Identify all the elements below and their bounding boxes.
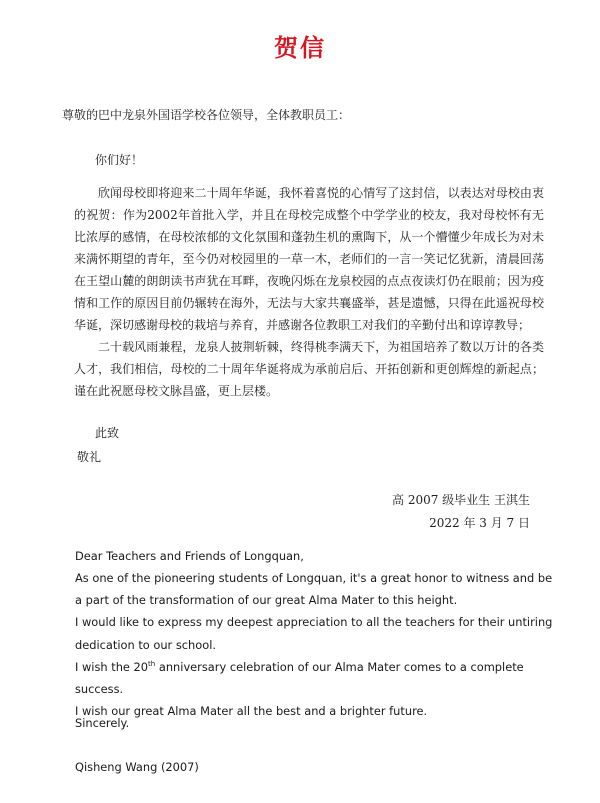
english-paragraph-3-end: anniversary celebration of our Alma Mater comes to a complete success.: [75, 659, 524, 697]
english-paragraph-3-start: I wish the 20: [75, 659, 149, 674]
chinese-paragraph-2: 二十载风雨兼程，龙泉人披荆斩棘，终得桃李满天下，为祖国培养了数以万计的各类人才，我们相信，母校的二十周年华诞将成为承前启后、开拓创新和更创辉煌的新起点；谨在此祝愿母校文脉昌盛，更上层楼。: [74, 340, 544, 398]
chinese-greeting: 你们好！: [95, 153, 144, 167]
english-sincerely: Sincerely.: [75, 716, 130, 730]
english-signature: Qisheng Wang (2007): [75, 760, 199, 774]
ordinal-suffix: th: [148, 660, 156, 669]
english-paragraph-4: I wish our great Alma Mater all the best and a brighter future.: [75, 704, 428, 719]
english-salutation: Dear Teachers and Friends of Longquan,: [75, 549, 304, 563]
chinese-salutation: 尊敬的巴中龙泉外国语学校各位领导，全体教职员工：: [62, 108, 351, 122]
english-body: [75, 567, 555, 722]
english-paragraph-2: I would like to express my deepest appreciation to all the teachers for their untiring dedication to our school.: [75, 615, 553, 652]
chinese-signature: 高 2007 级毕业生 王淇生: [392, 493, 530, 507]
chinese-closing-salute: 敬礼: [77, 450, 102, 464]
chinese-date: 2022 年 3 月 7 日: [429, 516, 530, 530]
chinese-closing-respectfully: 此致: [95, 426, 120, 440]
english-paragraph-3: [75, 656, 555, 700]
chinese-paragraph-1: 欣闻母校即将迎来二十周年华诞，我怀着喜悦的心情写了这封信，以表达对母校由衷的祝贺：作为2002年首批入学，并且在母校完成整个中学学业的校友，我对母校怀有无比浓厚的感情，在母校浓郁的文化氛围和蓬勃生机的熏陶下，从一个懵懂少年成长为对未来满怀期望的青年，至今仍对校园里的一草一木，老师们的一言一笑记忆犹新，清晨回荡在王望山麓的朗朗读书声犹在耳畔，夜晚闪烁在龙泉校园的点点夜读灯仍在眼前；因为疫情和工作的原因目前仍辗转在海外，无法与大家共襄盛举，甚是遗憾，只得在此遥祝母校华诞，深切感谢母校的栽培与养育，并感谢各位教职工对我们的辛勤付出和谆谆教导；: [74, 186, 544, 332]
english-paragraph-1: As one of the pioneering students of Longquan, it's a great honor to witness and be a part of the transformation of our great Alma Mater to this height.: [75, 571, 553, 608]
letter-title: 贺信: [274, 34, 326, 62]
